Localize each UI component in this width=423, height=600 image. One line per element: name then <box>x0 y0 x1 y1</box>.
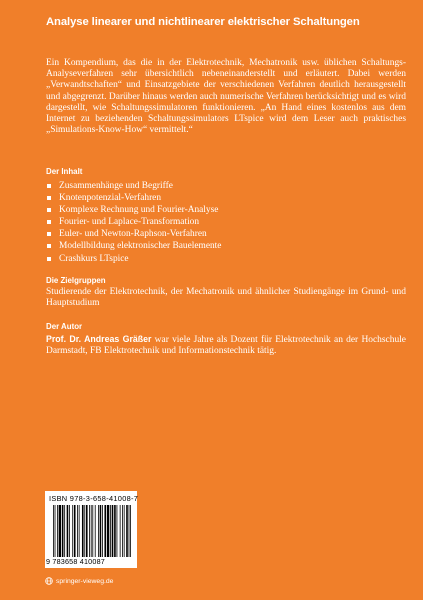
intro-paragraph: Ein Kompendium, das die in der Elektrotechnik, Mechatronik usw. üblichen Schaltungs-Analyseverfahren sehr übersichtlich nebeneinanderstellt und erläutert. Dabei werden „Verwandtschaften“ und Einsatzgebiete der verschiedenen Verfahren deutlich herausgestellt und abgegrenzt. Darüber hinaus werden auch numerische Verfahren berücksichtigt und es wird dargestellt, wie Schaltungssimulatoren funktionieren. „An Hand eines kostenlos aus dem Internet zu beziehenden Schaltungssimulators LTspice wird dem Leser auch praktisches „Simulations-Know-How“ vermittelt.“ <box>46 58 406 136</box>
list-item: Knotenpotenzial-Verfahren <box>46 192 376 204</box>
isbn-text: ISBN 978-3-658-41008-7 <box>49 494 139 503</box>
author-bio: war viele Jahre als Dozent für Elektrotechnik an der Hochschule Darmstadt, FB Elektrotechnik und Informationstechnik tätig. <box>46 335 406 357</box>
contents-heading: Der Inhalt <box>46 167 83 176</box>
list-item: Fourier- und Laplace-Transformation <box>46 216 376 228</box>
publisher-url[interactable]: springer-vieweg.de <box>56 577 114 585</box>
author-paragraph <box>46 334 406 357</box>
list-item: Modellbildung elektronischer Bauelemente <box>46 240 376 252</box>
book-title: Analyse linearer und nichtlinearer elektrischer Schaltungen <box>46 16 360 28</box>
contents-list <box>46 180 376 265</box>
author-heading: Der Autor <box>46 322 83 331</box>
globe-icon <box>45 577 53 585</box>
list-item: Zusammenhänge und Begriffe <box>46 180 376 192</box>
author-name: Prof. Dr. Andreas Gräßer <box>46 334 152 344</box>
publisher-link[interactable] <box>45 577 113 585</box>
audience-text: Studierende der Elektrotechnik, der Mechatronik und ähnlicher Studiengänge im Grund- und Hauptstudium <box>46 287 406 309</box>
barcode-digits: 9 783658 410087 <box>46 557 105 566</box>
list-item: Komplexe Rechnung und Fourier-Analyse <box>46 204 376 216</box>
audience-heading: Die Zielgruppen <box>46 276 106 285</box>
barcode-image <box>53 505 131 557</box>
list-item: Euler- und Newton-Raphson-Verfahren <box>46 228 376 240</box>
list-item: Crashkurs LTspice <box>46 253 376 265</box>
barcode-box <box>45 491 137 568</box>
